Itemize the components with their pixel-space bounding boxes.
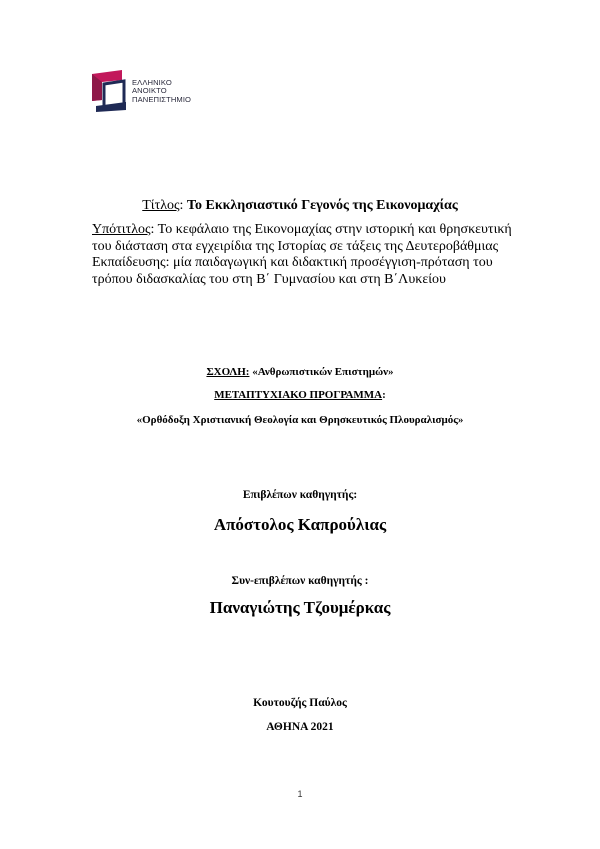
document-title: Τίτλος: Το Εκκλησιαστικό Γεγονός της Εικονομαχίας [142,198,458,213]
university-logo [92,70,202,112]
page-number: 1 [297,789,303,799]
logo-wordmark [132,79,191,104]
subtitle-label: Υπότιτλος [92,222,151,237]
program-label-line: ΜΕΤΑΠΤΥΧΙΑΚΟ ΠΡΟΓΡΑΜΜΑ: [214,389,386,401]
title-label: Τίτλος [142,198,180,213]
document-subtitle: Υπότιτλος: Το κεφάλαιο της Εικονομαχίας στην ιστορική και θρησκευτική του διάσταση στα εγχειρίδια της Ιστορίας σε τάξεις της Δευτεροβάθμιας Εκπαίδευσης: μία παιδαγωγική και διδακτική προσέγγιση-πρόταση του τρόπου διδασκαλίας του στη Β΄ Γυμνασίου και στη Β΄Λυκείου [92,222,512,287]
school-line [0,366,600,378]
supervisor-label: Επιβλέπων καθηγητής: [242,489,358,501]
place-year: ΑΘΗΝΑ 2021 [266,721,334,733]
university-logo-icon [92,70,128,112]
title-value: Το Εκκλησιαστικό Γεγονός της Εικονομαχίας [186,198,458,213]
program-label: ΜΕΤΑΠΤΥΧΙΑΚΟ ΠΡΟΓΡΑΜΜΑ [214,389,383,401]
school-label: ΣΧΟΛΗ: [206,366,250,378]
school-value: «Ανθρωπιστικών Επιστημών» [252,366,394,378]
subtitle-value: Το κεφάλαιο της Εικονομαχίας στην ιστορική και θρησκευτική του διάσταση στα εγχειρίδια της Ιστορίας σε τάξεις της Δευτεροβάθμιας Εκπαίδευσης: μία παιδαγωγική και διδακτική προσέγγιση-πρόταση του τρόπου διδασκαλίας του στη Β΄ Γυμνασίου και στη Β΄Λυκείου [92,222,512,287]
logo-line-3: ΠΑΝΕΠΙΣΤΗΜΙΟ [132,94,192,104]
program-name: «Ορθόδοξη Χριστιανική Θεολογία και Θρησκευτικός Πλουραλισμός» [136,414,464,426]
author-name: Κουτουζής Παύλος [253,697,347,709]
logo-line-1: ΕΛΛΗΝΙΚΟ [132,78,172,87]
co-supervisor-name: Παναγιώτης Τζουμέρκας [209,598,391,617]
logo-line-2: ΑΝΟΙΚΤΟ [132,86,167,96]
supervisor-name: Απόστολος Καπρούλιας [213,515,387,534]
co-supervisor-label: Συν-επιβλέπων καθηγητής : [231,575,369,587]
